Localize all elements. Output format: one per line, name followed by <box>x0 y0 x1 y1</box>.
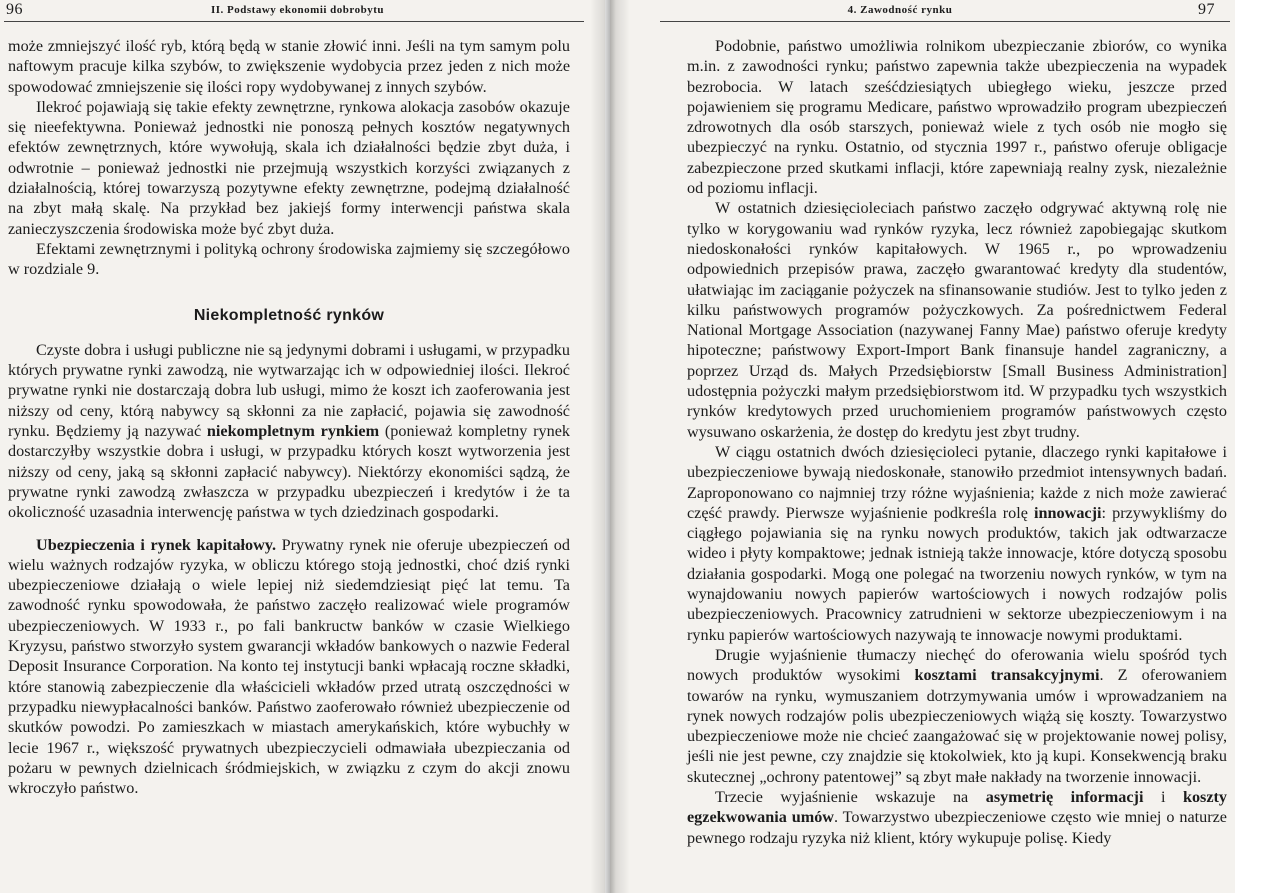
run-in-heading: Ubezpieczenia i rynek kapitałowy. <box>36 535 277 554</box>
bold-term: koszty egzekwowania umów <box>687 787 1228 827</box>
paragraph <box>8 36 570 97</box>
text-run: (ponieważ kompletny rynek dostarczyłby wszystkie dobra i usługi, w przypadku których koszt wytworzenia jest niższy od ceny, jaką są skłonni zapłacić nabywcy). Niektórzy ekonomiści sądzą, że prywatne rynki zawodzą zwłaszcza w przypadku ubezpieczeń i kredytów i że ta okoliczność uzasadnia interwencję państwa w tych dziedzinach gospodarki. <box>8 422 570 522</box>
header-rule <box>660 21 1230 22</box>
left-page-text <box>8 36 570 798</box>
text-run: Efektami zewnętrznymi i polityką ochrony środowiska zajmiemy się szczegółowo w rozdziale 9. <box>8 239 570 279</box>
right-page-text <box>687 36 1227 848</box>
text-run: : przywykliśmy do ciągłego pojawiania się na rynku nowych produktów, takich jak odtwarzacze wideo i płyty kompaktowe; jednak istnieją także innowacje, które dotyczą sposobu działania gospodarki. Mogą one polegać na tworzeniu nowych rynków, w tym na wynajdowaniu nowych papierów wartościowych i nowych rodzajów polis ubezpieczeniowych. Pracownicy zatrudnieni w sektorze ubezpieczeniowym i na rynku papierów wartościowych nazywają te innowacje nowymi produktami. <box>687 503 1227 644</box>
page-number: 97 <box>1198 1 1215 18</box>
running-head: II. Podstawy ekonomii dobrobytu <box>211 4 384 16</box>
section-heading: Niekompletność rynków <box>193 306 385 324</box>
text-run: Trzecie wyjaśnienie wskazuje na <box>715 787 986 806</box>
bold-term: innowacji <box>1034 503 1102 522</box>
text-run: W ciągu ostatnich dwóch dziesięcioleci pytanie, dlaczego rynki kapitałowe i ubezpieczeniowe bywają niedoskonałe, stanowiło przedmiot intensywnych badań. Zaproponowano co najmniej trzy różne wyjaśnienia; każde z nich może zawierać część prawdy. Pierwsze wyjaśnienie podkreśla rolę <box>687 442 1227 522</box>
text-run: . Towarzystwo ubezpieczeniowe często wie mniej o naturze pewnego rodzaju ryzyka niż klient, który wykupuje polisę. Kiedy <box>687 808 1227 847</box>
running-head: 4. Zawodność rynku <box>847 4 953 16</box>
paragraph <box>687 645 1227 787</box>
page-number: 96 <box>6 1 23 18</box>
text-run: Drugie wyjaśnienie tłumaczy niechęć do oferowania wielu spośród tych nowych produktów wysokimi <box>687 645 1227 685</box>
text-run: może zmniejszyć ilość ryb, którą będą w stanie złowić inni. Jeśli na tym samym polu naftowym pracuje kilka szybów, to zwiększenie wydobycia przez jeden z nich może spowodować zmniejszenie się ilości ropy wydobywanej z innych szybów. <box>8 37 570 96</box>
bold-term: asymetrię informacji <box>985 787 1144 806</box>
bold-term: kosztami transakcyjnymi <box>914 666 1100 685</box>
text-run: Czyste dobra i usługi publiczne nie są jedynymi dobrami i usługami, w przypadku których prywatne rynki zawodzą, nie wytwarzając ich w odpowiedniej ilości. Ilekroć prywatne rynki nie dostarczają dobra lub usługi, mimo że koszt ich zaoferowania jest niższy od ceny, którą nabywcy są skłonni za nie zapłacić, pojawia się zawodność rynku. Będziemy ją nazywać <box>8 340 570 441</box>
paragraph <box>8 535 570 799</box>
text-run: W ostatnich dziesięcioleciach państwo zaczęło odgrywać aktywną rolę nie tylko w korygowaniu wad rynków ryzyka, lecz również zapobiegając skutkom niedoskonałości rynków kapitałowych. W 1965 r., po wprowadzeniu odpowiednich przepisów prawa, zaczęło gwarantować kredyty dla studentów, ułatwiając im zaciąganie pożyczek na sfinansowanie studiów. Jest to tylko jeden z kilku państwowych programów pożyczkowych. Za pośrednictwem Federal National Mortgage Association (nazywanej Fanny Mae) państwo oferuje kredyty hipoteczne; państwowy Export-Import Bank finansuje handel zagraniczny, a poprzez Urząd ds. Małych Przedsiębiorstw [Small Business Administration] udostępnia pożyczki małym przedsiębiorstwom itd. W przypadku tych wszystkich rynków kredytowych przed uruchomieniem programów państwowych często wysuwano oskarżenia, że dostęp do kredytu jest zbyt trudny. <box>687 199 1227 441</box>
paragraph <box>687 787 1227 848</box>
paragraph <box>687 36 1227 198</box>
right-page <box>610 0 1235 893</box>
paragraph <box>8 340 570 523</box>
paragraph <box>687 198 1227 442</box>
text-run: Prywatny rynek nie oferuje ubezpieczeń od wielu ważnych rodzajów ryzyka, w obliczu którego stoją jednostki, choć dziś rynki ubezpieczeniowe działają o wiele lepiej niż siedemdziesiąt pięć lat temu. Ta zawodność rynku spowodowała, że państwo zaczęło realizować wiele programów ubezpieczeniowych. W 1933 r., po fali bankructw banków w czasie Wielkiego Kryzysu, państwo stworzyło system gwarancji wkładów bankowych o nazwie Federal Deposit Insurance Corporation. Na konto tej instytucji banki wpłacają roczne składki, które stanowią zabezpieczenie dla właścicieli wkładów przed utratą oszczędności w przypadku niewypłacalności banków. Państwo zaoferowało również ubezpieczenie od skutków powodzi. Po zamieszkach w miastach amerykańskich, które wybuchły w lecie 1967 r., większość prywatnych ubezpieczycieli odmawiała ubezpieczania od pożaru w pewnych dzielnicach śródmiejskich, w związku z czym do akcji znowu wkroczyło państwo. <box>8 535 570 798</box>
text-run: . Z oferowaniem towarów na rynku, wymuszaniem dotrzymywania umów i wprowadzaniem na rynek nowych rodzajów polis ubezpieczeniowych wiążą się koszty. Towarzystwo ubezpieczeniowe może nie chcieć zaangażować się w projektowanie nowej polisy, jeśli nie jest pewne, czy znajdzie się ktokolwiek, kto ją kupi. Konsekwencją braku skutecznej „ochrony patentowej” są zbyt małe nakłady na tworzenie innowacji. <box>687 666 1227 786</box>
paragraph <box>687 442 1227 645</box>
text-run: i <box>1143 787 1183 806</box>
paragraph <box>8 239 570 280</box>
bold-term: niekompletnym rynkiem <box>206 422 380 441</box>
paragraph <box>8 97 570 239</box>
left-page <box>0 0 605 893</box>
header-rule <box>4 21 584 22</box>
text-run: Podobnie, państwo umożliwia rolnikom ubezpieczanie zbiorów, co wynika m.in. z zawodności rynku; państwo zapewnia także ubezpieczenia na wypadek bezrobocia. W latach sześćdziesiątych ubiegłego wieku, jeszcze przed pojawieniem się programu Medicare, państwo wprowadziło program ubezpieczeń zdrowotnych dla osób starszych, ponieważ wiele z tych osób nie mogło się ubezpieczyć na rynku. Ostatnio, od stycznia 1997 r., państwo oferuje obligacje zabezpieczone przed skutkami inflacji, które zapewniają realny zysk, niezależnie od poziomu inflacji. <box>687 37 1227 198</box>
text-run: Ilekroć pojawiają się takie efekty zewnętrzne, rynkowa alokacja zasobów okazuje się nieefektywna. Ponieważ jednostki nie ponoszą pełnych kosztów negatywnych efektów zewnętrznych, które wywołują, skala ich działalności będzie zbyt duża, i odwrotnie – ponieważ jednostki nie przejmują wszystkich korzyści związanych z działalnością, której towarzyszą pozytywne efekty zewnętrzne, podejmą działalność na zbyt małą skalę. Na przykład bez jakiejś formy interwencji państwa skala zanieczyszczenia środowiska może być zbyt duża. <box>8 97 570 238</box>
